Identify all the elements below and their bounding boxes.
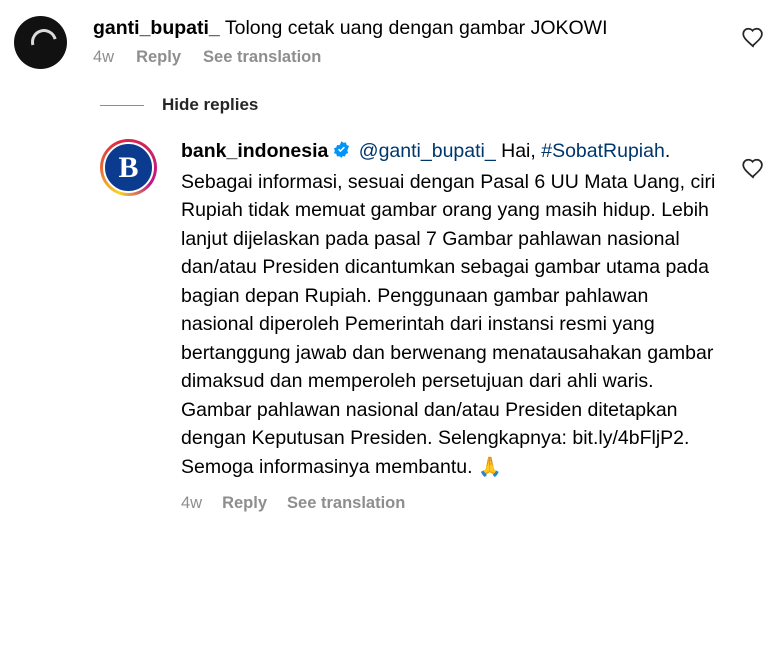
avatar-graphic [14,16,67,69]
reply-timestamp: 4w [181,494,203,512]
comment-ganti-bupati [0,14,784,69]
reply-button[interactable]: Reply [136,48,182,66]
see-translation-button[interactable]: See translation [203,48,322,66]
folded-hands-emoji-icon: 🙏 [477,456,502,478]
avatar-swirl-shape [26,24,62,60]
comment-username[interactable]: ganti_bupati_ [93,17,220,39]
heart-icon[interactable] [740,24,766,50]
reply-body [157,137,784,513]
reply-closing: Semoga informasinya membantu. [181,455,473,478]
hide-replies-label[interactable]: Hide replies [162,95,259,114]
avatar-wrapper [100,137,157,196]
bank-indonesia-avatar[interactable] [100,139,157,196]
comment-timestamp: 4w [93,48,115,66]
verified-badge-icon [332,139,351,168]
reply-username[interactable]: bank_indonesia [181,140,329,162]
avatar-logo-text: B [118,150,139,184]
reply-text: . Sebagai informasi, sesuai dengan Pasal 6 UU Mata Uang, ciri Rupiah tidak memuat gambar orang yang masih hidup. Lebih lanjut dijelaskan pada pasal 7 Gambar pahlawan nasional dan/atau Presiden dicantumkan sebagai gambar utama pada bagian depan Rupiah. Penggunaan gambar pahlawan nasional diperoleh Pemerintah dari instansi resmi yang bertanggung jawab dan berwenang menatausahakan gambar dimaksud dan memperoleh persetujuan dari ahli waris. Gambar pahlawan nasional dan/atau Presiden ditetapkan dengan Keputusan Presiden. Selengkapnya: bit.ly/4bFljP2. [181,140,716,449]
comment-bank-indonesia [0,137,784,513]
heart-icon[interactable] [740,155,766,181]
avatar-wrapper [14,14,67,69]
reply-mention[interactable]: @ganti_bupati_ [358,140,496,162]
divider-line [100,105,144,106]
ganti-bupati-avatar[interactable] [14,16,67,69]
see-translation-button[interactable]: See translation [287,494,406,512]
avatar-inner [103,142,154,193]
reply-button[interactable]: Reply [222,494,268,512]
reply-line [181,137,718,453]
comment-body [67,14,784,67]
reply-closing-line [181,453,718,483]
reply-meta [181,494,718,513]
comment-meta [93,48,724,67]
reply-greeting: Hai, [501,140,536,162]
comment-text: Tolong cetak uang dengan gambar JOKOWI [224,17,608,39]
hide-replies-row[interactable] [100,95,784,115]
comment-line [93,14,724,42]
reply-hashtag[interactable]: #SobatRupiah [541,140,665,162]
